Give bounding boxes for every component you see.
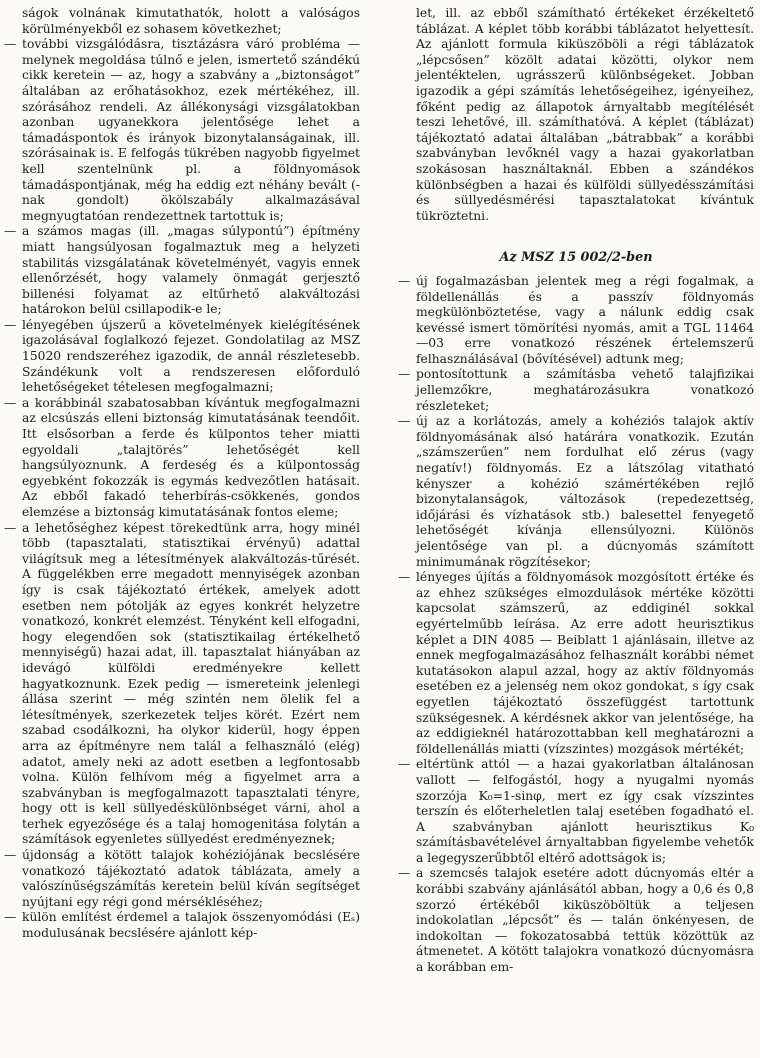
list-item-text: pontosítottunk a számításba vehető talajfizikai jellemzőkre, meghatározásukra vonatkozó részleteket;	[416, 367, 754, 413]
section-heading: Az MSZ 15 002/2-ben	[499, 250, 653, 266]
list-item	[4, 318, 360, 396]
dash-bullet: —	[398, 570, 411, 585]
list-item-text: újdonság a kötött talajok kohéziójának becslésére vonatkozó tájékoztató adatok táblázata, amely a valószínűségszámítás keretein belül kíván segítséget nyújtani egy régi gond mérsékléséhez;	[22, 848, 360, 909]
dash-bullet: —	[398, 273, 411, 288]
list-item-text: új fogalmazásban jelentek meg a régi fogalmak, a földellenállás és a passzív földnyomás megkülönböztetése, vagy a nálunk eddig csak kevéssé ismert tömörítési nyomás, amit a TGL 11464—03 erre vonatkozó részének értelemszerű felhasználásával (bővítésével) adtunk meg;	[416, 273, 754, 366]
list-item	[398, 367, 754, 414]
list-item	[4, 224, 360, 318]
list-item	[4, 910, 360, 941]
list-item-text: új az a korlátozás, amely a kohéziós talajok aktív földnyomásának alsó határára vonatkozik. Ezután „számszerűen” nem fordulhat elő zérus (vagy negatív!) földnyomás. Ez a látszólag vitatható kényszer a kohézió számértékében rejlő bizonytalanságok, változások (repedezettség, időjárási és vízhatások stb.) balesettel fenyegető lehetőségét kívánja ellensúlyozni. Különös jelentősége van pl. a dúcnyomás számított minimumának rögzítésekor;	[416, 414, 754, 569]
list-item-text: eltértünk attól — a hazai gyakorlatban általánosan vallott — felfogástól, hogy a nyugalmi nyomás szorzója K₀=1-sinφ, mert ez így csak vízszintes terszín és előterheletlen talaj esetében fogadható el. A szabványban ajánlott heurisztikus K₀ számításbavételével árnyaltabban figyelembe vehetők a legegyszerűbbtől eltérő adottságok is;	[416, 757, 754, 865]
dash-bullet: —	[4, 224, 17, 239]
dash-bullet: —	[4, 848, 17, 863]
list-item	[4, 848, 360, 910]
list-item	[398, 570, 754, 757]
right-column	[398, 6, 754, 976]
dash-bullet: —	[4, 317, 17, 332]
list-item	[4, 37, 360, 224]
right-lead-paragraph: let, ill. az ebből számítható értékeket érzékeltető táblázat. A képlet több korábbi táblázatot helyettesít. Az ajánlott formula kiküszöböli a régi táblázatok „lépcsősen” közölt adatai közötti, olykor nem jelentéktelen, ugrásszerű különbségeket. Jobban igazodik a gépi számítás lehetőségeihez, igényeihez, főként pedig az állapotok árnyaltabb megítélését teszi lehetővé, ill. számíthatóvá. A képlet (táblázat) tájékoztató adatai általában „bátrabbak” a korábbi szabványban levőknél vagy a hazai gyakorlatban szokásosan használtaknál. Ebben a szándékos különbségben a hazai és külföldi süllyedésszámítási és süllyedésmérési tapasztalatokat kívántuk tükröztetni.	[416, 6, 754, 223]
dash-bullet: —	[4, 395, 17, 410]
left-column	[4, 6, 360, 942]
left-lead-paragraph: ságok volnának kimutathatók, holott a valóságos körülményekből ez sohasem következhet;	[22, 6, 360, 36]
dash-bullet: —	[4, 910, 17, 925]
list-item-text: a szemcsés talajok esetére adott dúcnyomás eltér a korábbi szabvány ajánlásától abban, hogy a 0,6 és 0,8 szorzó értékéből kiküszöböltük a teljesen indokolatlan „lépcsőt” és — talán önkényesen, de indokoltan — fokozatosabbá tettük közöttük az átmenetet. A kötött talajokra vonatkozó dúcnyomásra a korábban em-	[416, 866, 754, 975]
list-item-text: további vizsgálódásra, tisztázásra váró probléma — melynek megoldása túlnő e jelen, ismertető szándékú cikk keretein — az, hogy a szabvány a „biztonságot” általában az erőhatásokhoz, ezek mértékéhez, ill. szórásához rendeli. Az állékonysági vizsgálatokban azonban ugyanekkora jelentősége lehet a támadáspontok és irányok bizonytalanságainak, ill. szórásainak is. E felfogás tükrében nagyobb figyelmet kell szentelnünk pl. a földnyomások támadáspontjának, még ha eddig ezt néhány bevált (-nak gondolt) ökölszabály alkalmazásával megnyugtatóan rendezettnek tartottuk is;	[22, 37, 360, 223]
dash-bullet: —	[398, 414, 411, 429]
list-item	[398, 757, 754, 866]
list-item	[398, 274, 754, 368]
list-item-text: a számos magas (ill. „magas súlypontú”) építmény miatt hangsúlyosan fogalmaztuk meg a helyzeti stabilitás vizsgálatának követelményét, vagyis ennek ellenőrzését, hogy valamely önmagát gerjesztő billenési folyamat az eltűrhető alakváltozási határokon belül csillapodik-e le;	[22, 224, 360, 317]
list-item	[398, 414, 754, 570]
dash-bullet: —	[398, 367, 411, 382]
dash-bullet: —	[398, 757, 411, 772]
dash-bullet: —	[398, 866, 411, 881]
list-item-text: külön említést érdemel a talajok összenyomódási (Eₛ) modulusának becslésére ajánlott kép-	[22, 910, 360, 941]
list-item	[398, 866, 754, 975]
list-item	[4, 521, 360, 848]
list-item-text: a lehetőséghez képest törekedtünk arra, hogy minél több (tapasztalati, statisztikai érvényű) adattal világítsuk meg a létesítmények alakváltozás-tűrését. A függelékben erre megadott mennyiségek azonban így is csak tájékoztató értékek, amelyek adott esetben nem pótolják az egyes konkrét helyzetre vonatkozó, konkrét elemzést. Tényként kell elfogadni, hogy elegendően sok (statisztikailag értékelhető mennyiségű) hazai adat, ill. tapasztalat hiányában az idevágó külföldi eredményekre kellett hagyatkoznunk. Ezek pedig — ismereteink jelenlegi állása szerint — még szintén nem ölelik fel a létesítmények, szerkezetek teljes körét. Ezért nem szabad csodálkozni, ha olykor kiderül, hogy éppen arra az építményre nem talál a felhasználó (elég) adatot, amely neki az adott esetben a legfontosabb volna. Külön felhívom még a figyelmet arra a szabványban is megfogalmazott tapasztalati tényre, hogy ott is kell süllyedéskülönbséget várni, ahol a terhek egyezősége és a talaj homogenitása folytán a számítások egyenletes süllyedést eredményeznek;	[22, 520, 360, 847]
list-item-text: lényegében újszerű a követelmények kielégítésének igazolásával foglalkozó fejezet. Gondolatilag az MSZ 15020 rendszeréhez igazodik, de annál részletesebb. Szándékunk volt a rendszeresen előforduló lehetőségeket tételesen megfogalmazni;	[22, 317, 360, 395]
list-item	[4, 396, 360, 521]
list-item-text: a korábbinál szabatosabban kívántuk megfogalmazni az elcsúszás elleni biztonság kimutatásának teendőit. Itt elsősorban a ferde és külpontos teher miatti egyoldali „talajtörés” lehetőségét kell hangsúlyoznunk. A ferdeség és a külpontosság egyebként fokozzák is egymás kedvezőtlen hatásait. Az ebből fakadó teherbírás-csökkenés, gondos elemzése a biztonság kimutatásának fontos eleme;	[22, 395, 360, 519]
list-item-text: lényeges újítás a földnyomások mozgósított értéke és az ehhez szükséges elmozdulások mértéke közötti kapcsolat számszerű, az eddiginél sokkal egyértelműbb leírása. Az erre adott heurisztikus képlet a DIN 4085 — Beiblatt 1 ajánlásain, illetve az ennek megfogalmazásához felhasznált korábbi német kutatásokon alapul azzal, hogy az aktív földnyomás esetében ez a jelenség nem okoz gondokat, s így csak egyetlen tájékoztató összefüggést tartottunk szükségesnek. A kérdésnek akkor van jelentősége, ha az eddigieknél határozottabban kell meghatározni a földellenállás miatti (vízszintes) mozgások mértékét;	[416, 570, 754, 756]
dash-bullet: —	[4, 37, 17, 52]
dash-bullet: —	[4, 520, 17, 535]
